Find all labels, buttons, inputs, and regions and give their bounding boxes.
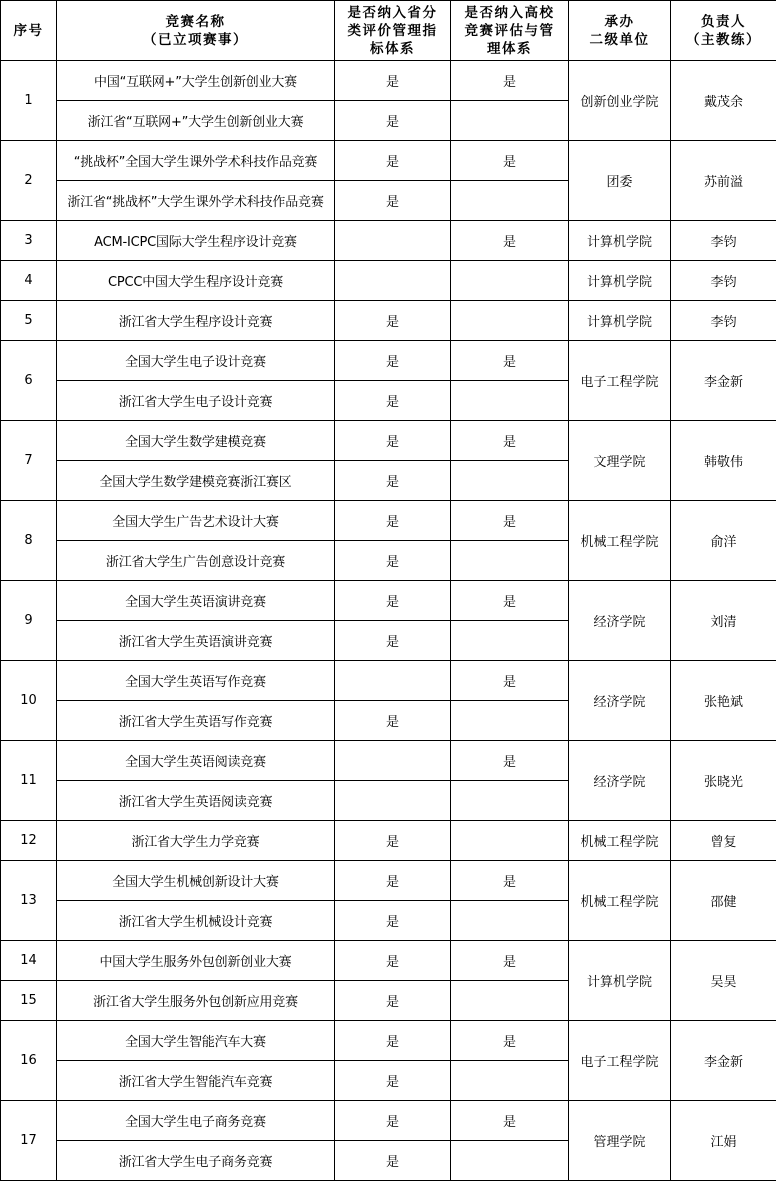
university-flag: 是	[451, 141, 569, 181]
provincial-flag: 是	[335, 61, 451, 101]
table-row	[1, 1101, 776, 1141]
host-unit: 管理学院	[569, 1101, 671, 1181]
table-row	[1, 421, 776, 461]
row-index: 2	[1, 141, 57, 221]
provincial-flag: 是	[335, 1141, 451, 1181]
row-index: 14	[1, 941, 57, 981]
provincial-flag	[335, 781, 451, 821]
table-row	[1, 301, 776, 341]
competition-name: CPCC中国大学生程序设计竞赛	[57, 261, 335, 301]
host-unit: 经济学院	[569, 581, 671, 661]
provincial-flag: 是	[335, 381, 451, 421]
header-prov-line2: 类评价管理指	[347, 22, 438, 39]
university-flag: 是	[451, 341, 569, 381]
host-unit: 机械工程学院	[569, 501, 671, 581]
table-row	[1, 221, 776, 261]
table-row	[1, 61, 776, 101]
owner: 曾复	[671, 821, 776, 861]
competition-name: 浙江省大学生英语演讲竞赛	[57, 621, 335, 661]
provincial-flag: 是	[335, 421, 451, 461]
owner: 苏前溢	[671, 141, 776, 221]
competition-name: 浙江省大学生力学竞赛	[57, 821, 335, 861]
competition-name: 全国大学生电子设计竞赛	[57, 341, 335, 381]
host-unit: 经济学院	[569, 741, 671, 821]
provincial-flag: 是	[335, 1061, 451, 1101]
university-flag: 是	[451, 741, 569, 781]
university-flag	[451, 181, 569, 221]
university-flag	[451, 781, 569, 821]
competition-name: 浙江省大学生电子商务竞赛	[57, 1141, 335, 1181]
university-flag: 是	[451, 61, 569, 101]
competition-name: 浙江省大学生智能汽车竞赛	[57, 1061, 335, 1101]
owner: 李钧	[671, 261, 776, 301]
host-unit: 计算机学院	[569, 221, 671, 261]
provincial-flag: 是	[335, 861, 451, 901]
header-name-line2: （已立项赛事）	[143, 31, 248, 48]
competition-name: 全国大学生广告艺术设计大赛	[57, 501, 335, 541]
provincial-flag: 是	[335, 541, 451, 581]
university-flag	[451, 621, 569, 661]
university-flag	[451, 1141, 569, 1181]
provincial-flag: 是	[335, 701, 451, 741]
competition-name: 全国大学生智能汽车大赛	[57, 1021, 335, 1061]
university-flag	[451, 1061, 569, 1101]
provincial-flag: 是	[335, 181, 451, 221]
university-flag: 是	[451, 1021, 569, 1061]
owner: 俞洋	[671, 501, 776, 581]
university-flag: 是	[451, 1101, 569, 1141]
competition-name: 全国大学生英语演讲竞赛	[57, 581, 335, 621]
row-index: 10	[1, 661, 57, 741]
university-flag	[451, 301, 569, 341]
provincial-flag	[335, 221, 451, 261]
owner: 李金新	[671, 1021, 776, 1101]
provincial-flag: 是	[335, 501, 451, 541]
header-prov-line1: 是否纳入省分	[347, 4, 438, 21]
table-row	[1, 581, 776, 621]
owner: 李钧	[671, 301, 776, 341]
owner: 张艳斌	[671, 661, 776, 741]
competition-name: 全国大学生数学建模竞赛	[57, 421, 335, 461]
competition-name: ACM-ICPC国际大学生程序设计竞赛	[57, 221, 335, 261]
table-row	[1, 141, 776, 181]
competition-name: 浙江省“挑战杯”大学生课外学术科技作品竞赛	[57, 181, 335, 221]
owner: 张晓光	[671, 741, 776, 821]
provincial-flag: 是	[335, 901, 451, 941]
header-owner-line2: （主教练）	[686, 31, 761, 48]
row-index: 15	[1, 981, 57, 1021]
competition-name: 全国大学生数学建模竞赛浙江赛区	[57, 461, 335, 501]
table-row	[1, 861, 776, 901]
header-competition-name	[57, 1, 335, 61]
competition-name: 浙江省大学生服务外包创新应用竞赛	[57, 981, 335, 1021]
university-flag	[451, 981, 569, 1021]
university-flag	[451, 901, 569, 941]
row-index: 16	[1, 1021, 57, 1101]
row-index: 9	[1, 581, 57, 661]
host-unit: 机械工程学院	[569, 861, 671, 941]
provincial-flag	[335, 261, 451, 301]
owner: 吴昊	[671, 941, 776, 1021]
owner: 刘清	[671, 581, 776, 661]
university-flag	[451, 461, 569, 501]
provincial-flag: 是	[335, 581, 451, 621]
table-row	[1, 821, 776, 861]
competition-name: 全国大学生英语阅读竞赛	[57, 741, 335, 781]
row-index: 11	[1, 741, 57, 821]
owner: 韩敬伟	[671, 421, 776, 501]
row-index: 12	[1, 821, 57, 861]
competition-name: 浙江省大学生广告创意设计竞赛	[57, 541, 335, 581]
competition-name: 浙江省大学生电子设计竞赛	[57, 381, 335, 421]
row-index: 7	[1, 421, 57, 501]
provincial-flag: 是	[335, 981, 451, 1021]
table-row	[1, 941, 776, 981]
row-index: 13	[1, 861, 57, 941]
competition-name: 全国大学生机械创新设计大赛	[57, 861, 335, 901]
header-univ-line3: 理体系	[487, 40, 532, 57]
university-flag: 是	[451, 941, 569, 981]
table-row	[1, 1021, 776, 1061]
host-unit: 电子工程学院	[569, 1021, 671, 1101]
provincial-flag	[335, 741, 451, 781]
header-name-line1: 竞赛名称	[165, 13, 226, 30]
header-owner	[671, 1, 776, 61]
university-flag	[451, 261, 569, 301]
university-flag: 是	[451, 421, 569, 461]
table-body	[1, 61, 776, 1181]
owner: 邵健	[671, 861, 776, 941]
table-row	[1, 501, 776, 541]
provincial-flag: 是	[335, 941, 451, 981]
provincial-flag: 是	[335, 141, 451, 181]
competition-name: 中国大学生服务外包创新创业大赛	[57, 941, 335, 981]
header-univ-line2: 竞赛评估与管	[464, 22, 555, 39]
competition-name: 浙江省大学生英语阅读竞赛	[57, 781, 335, 821]
host-unit: 电子工程学院	[569, 341, 671, 421]
university-flag: 是	[451, 221, 569, 261]
university-flag: 是	[451, 661, 569, 701]
owner: 戴茂余	[671, 61, 776, 141]
header-university-system	[451, 1, 569, 61]
host-unit: 文理学院	[569, 421, 671, 501]
university-flag: 是	[451, 501, 569, 541]
row-index: 1	[1, 61, 57, 141]
row-index: 8	[1, 501, 57, 581]
row-index: 4	[1, 261, 57, 301]
table-row	[1, 741, 776, 781]
university-flag	[451, 101, 569, 141]
host-unit: 计算机学院	[569, 261, 671, 301]
competition-name: 中国“互联网+”大学生创新创业大赛	[57, 61, 335, 101]
provincial-flag: 是	[335, 461, 451, 501]
table-row	[1, 661, 776, 701]
university-flag: 是	[451, 581, 569, 621]
host-unit: 计算机学院	[569, 301, 671, 341]
owner: 江娟	[671, 1101, 776, 1181]
row-index: 3	[1, 221, 57, 261]
table-row	[1, 341, 776, 381]
header-univ-line1: 是否纳入高校	[464, 4, 555, 21]
provincial-flag	[335, 661, 451, 701]
provincial-flag: 是	[335, 1021, 451, 1061]
host-unit: 经济学院	[569, 661, 671, 741]
university-flag	[451, 541, 569, 581]
university-flag: 是	[451, 861, 569, 901]
header-provincial-system	[335, 1, 451, 61]
owner: 李钧	[671, 221, 776, 261]
competition-name: 浙江省大学生机械设计竞赛	[57, 901, 335, 941]
competition-name: 浙江省大学生英语写作竞赛	[57, 701, 335, 741]
header-index: 序号	[1, 1, 57, 61]
host-unit: 团委	[569, 141, 671, 221]
header-row	[1, 1, 776, 61]
provincial-flag: 是	[335, 301, 451, 341]
university-flag	[451, 381, 569, 421]
provincial-flag: 是	[335, 101, 451, 141]
university-flag	[451, 821, 569, 861]
host-unit: 创新创业学院	[569, 61, 671, 141]
university-flag	[451, 701, 569, 741]
host-unit: 计算机学院	[569, 941, 671, 1021]
row-index: 17	[1, 1101, 57, 1181]
competition-name: 全国大学生英语写作竞赛	[57, 661, 335, 701]
competition-name: 全国大学生电子商务竞赛	[57, 1101, 335, 1141]
provincial-flag: 是	[335, 821, 451, 861]
provincial-flag: 是	[335, 341, 451, 381]
owner: 李金新	[671, 341, 776, 421]
competition-name: “挑战杯”全国大学生课外学术科技作品竞赛	[57, 141, 335, 181]
provincial-flag: 是	[335, 1101, 451, 1141]
table-header	[1, 1, 776, 61]
host-unit: 机械工程学院	[569, 821, 671, 861]
table-row	[1, 261, 776, 301]
header-unit-line1: 承办	[604, 13, 635, 30]
row-index: 5	[1, 301, 57, 341]
row-index: 6	[1, 341, 57, 421]
header-unit-line2: 二级单位	[589, 31, 650, 48]
provincial-flag: 是	[335, 621, 451, 661]
competition-name: 浙江省“互联网+”大学生创新创业大赛	[57, 101, 335, 141]
competition-name: 浙江省大学生程序设计竞赛	[57, 301, 335, 341]
header-prov-line3: 标体系	[370, 40, 415, 57]
header-host-unit	[569, 1, 671, 61]
header-owner-line1: 负责人	[701, 13, 746, 30]
